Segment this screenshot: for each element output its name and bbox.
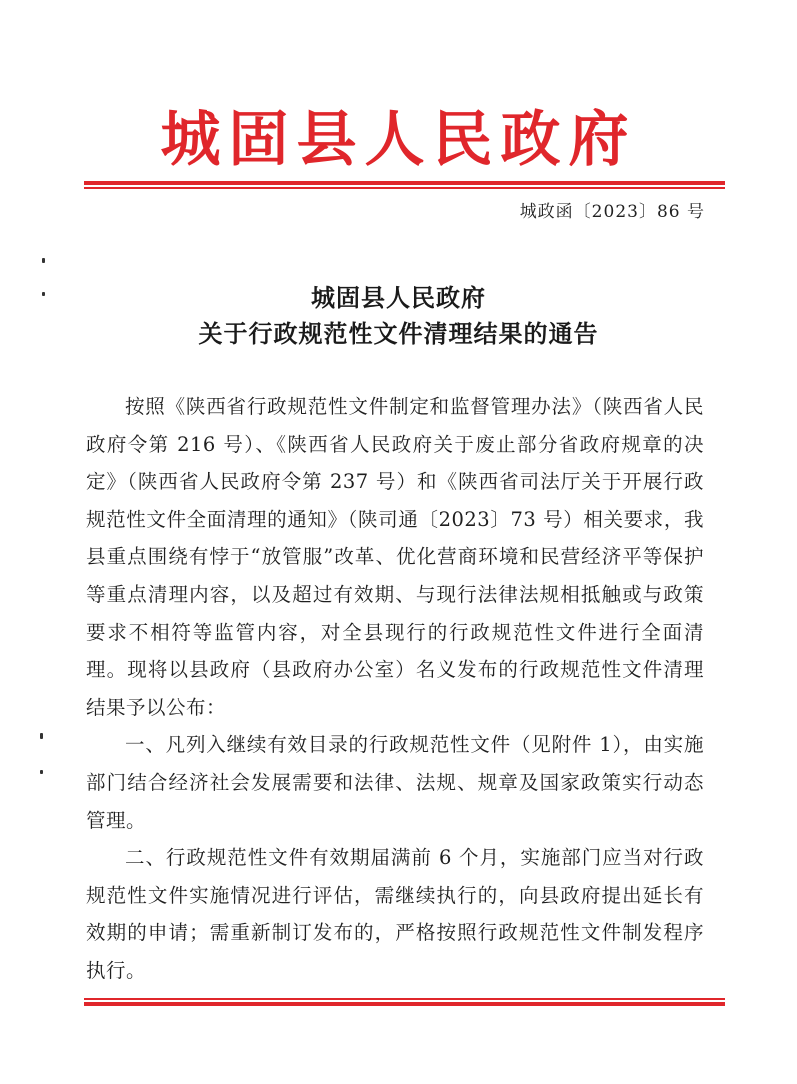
header-red-rule-thin — [84, 187, 725, 189]
document-number: 城政函〔2023〕86 号 — [519, 202, 705, 222]
footer-red-rule-thick — [84, 1002, 725, 1006]
scan-artifact-mark — [40, 770, 43, 774]
scan-artifact-mark — [40, 733, 43, 739]
notice-title-line1: 城固县人民政府 — [311, 283, 486, 312]
body-paragraph-intro: 按照《陕西省行政规范性文件制定和监督管理办法》（陕西省人民政府令第 216 号）、《陕西省人民政府关于废止部分省政府规章的决定》（陕西省人民政府令第 237 号）和《陕西省司法厅关于开展行政规范性文件全面清理的通知》（陕司通〔2023〕73 号）相关要求，我县重点围绕有悖于“放管服”改革、优化营商环境和民营经济平等保护等重点清理内容，以及超过有效期、与现行法律法规相抵触或与政策要求不相符等监管内容，对全县现行的行政规范性文件进行全面清理。现将以县政府（县政府办公室）名义发布的行政规范性文件清理结果予以公布： — [86, 395, 704, 719]
notice-body — [86, 388, 704, 990]
header-red-rule-thick — [84, 181, 725, 185]
notice-title-line2: 关于行政规范性文件清理结果的通告 — [198, 319, 599, 348]
issuing-authority-header: 城固县人民政府 — [160, 105, 637, 175]
body-paragraph-item-1: 一、凡列入继续有效目录的行政规范性文件（见附件 1），由实施部门结合经济社会发展需要和法律、法规、规章及国家政策实行动态管理。 — [86, 733, 704, 832]
scan-artifact-mark — [42, 258, 45, 263]
footer-red-rule-thin — [84, 998, 725, 1000]
body-paragraph-item-2: 二、行政规范性文件有效期届满前 6 个月，实施部门应当对行政规范性文件实施情况进行评估，需继续执行的，向县政府提出延长有效期的申请；需重新制订发布的，严格按照行政规范性文件制发程序执行。 — [86, 846, 704, 982]
scan-artifact-mark — [42, 292, 45, 296]
